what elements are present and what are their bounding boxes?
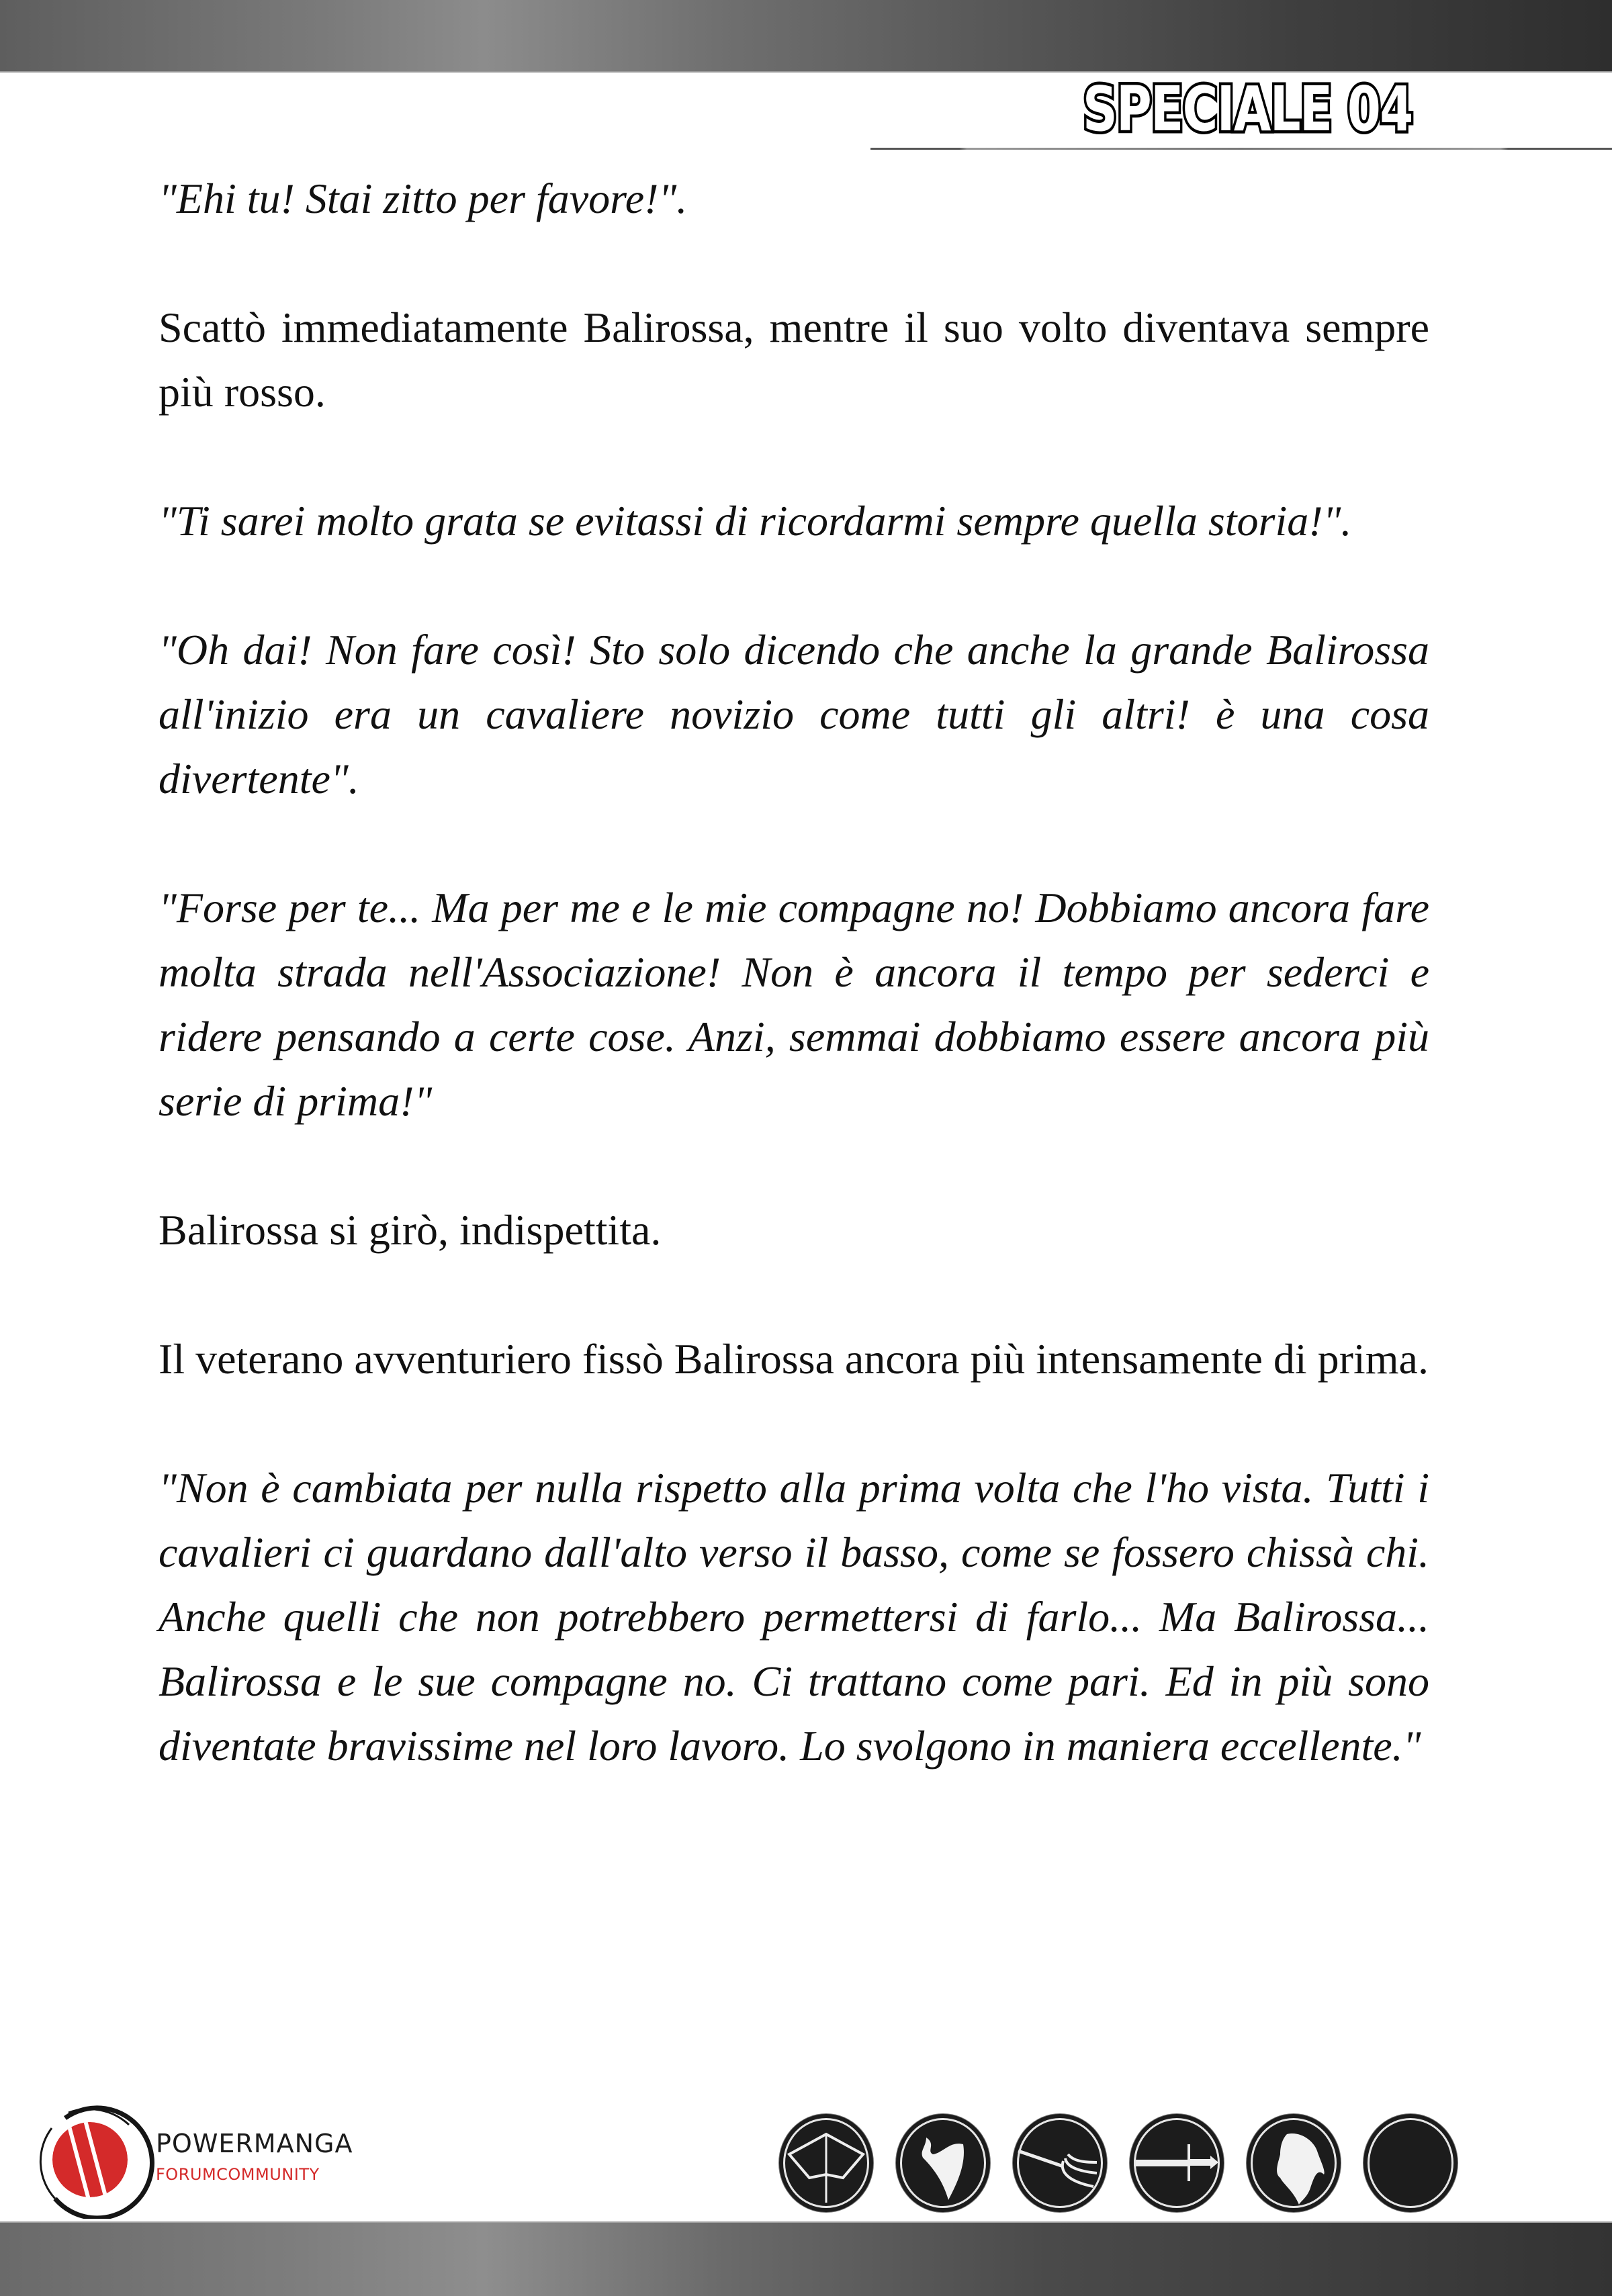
pitchfork-icon <box>1013 2114 1107 2212</box>
header-divider <box>870 148 1612 150</box>
paragraph: "Forse per te... Ma per me e le mie compagne no! Dobbiamo ancora fare molta strada nell'Associazione! Non è ancora il tempo per sederci e ridere pensando a certe cose. Anzi, semmai dobbiamo essere ancora più serie di prima!" <box>159 884 1429 1125</box>
powermanga-logo-icon <box>28 2098 156 2219</box>
paragraph: "Ehi tu! Stai zitto per favore!". <box>159 175 688 222</box>
paragraph: Balirossa si girò, indispettita. <box>159 1206 662 1254</box>
paragraph: "Non è cambiata per nulla rispetto alla prima volta che l'ho vista. Tutti i cavalieri ci guardano dall'alto verso il basso, come se fossero chissà chi. Anche quelli che non potrebbero permettersi di farlo... Ma Balirossa... Balirossa e le sue compagne no. Ci trattano come pari. Ed in più sono diventate bravissime nel loro lavoro. Lo svolgono in maniera eccellente." <box>159 1464 1429 1770</box>
paragraph: "Ti sarei molto grata se evitassi di ricordarmi sempre quella storia!". <box>159 497 1352 545</box>
class-emblems <box>779 2114 1458 2212</box>
story-text <box>159 167 1429 1843</box>
logo-subtitle: FORUMCOMMUNITY <box>156 2165 320 2184</box>
bottom-decorative-band <box>0 2221 1612 2296</box>
chapter-title-text: SPECIALE 04 <box>1083 73 1413 145</box>
paragraph: Scattò immediatamente Balirossa, mentre il suo volto diventava sempre più rosso. <box>159 304 1429 416</box>
logo-name: POWERMANGA <box>156 2129 353 2158</box>
top-decorative-band <box>0 0 1612 73</box>
paragraph: Il veterano avventuriero fissò Balirossa ancora più intensamente di prima. <box>159 1335 1429 1383</box>
chapter-title <box>1083 73 1505 145</box>
blank-emblem-icon <box>1363 2114 1458 2212</box>
bow-icon <box>779 2114 873 2212</box>
paragraph: "Oh dai! Non fare così! Sto solo dicendo che anche la grande Balirossa all'inizio era un cavaliere novizio come tutti gli altri! è una cosa divertente". <box>159 626 1429 802</box>
powermanga-logo <box>28 2098 404 2219</box>
sword-icon <box>1130 2114 1224 2212</box>
claw-icon <box>896 2114 990 2212</box>
silhouette-icon <box>1247 2114 1341 2212</box>
